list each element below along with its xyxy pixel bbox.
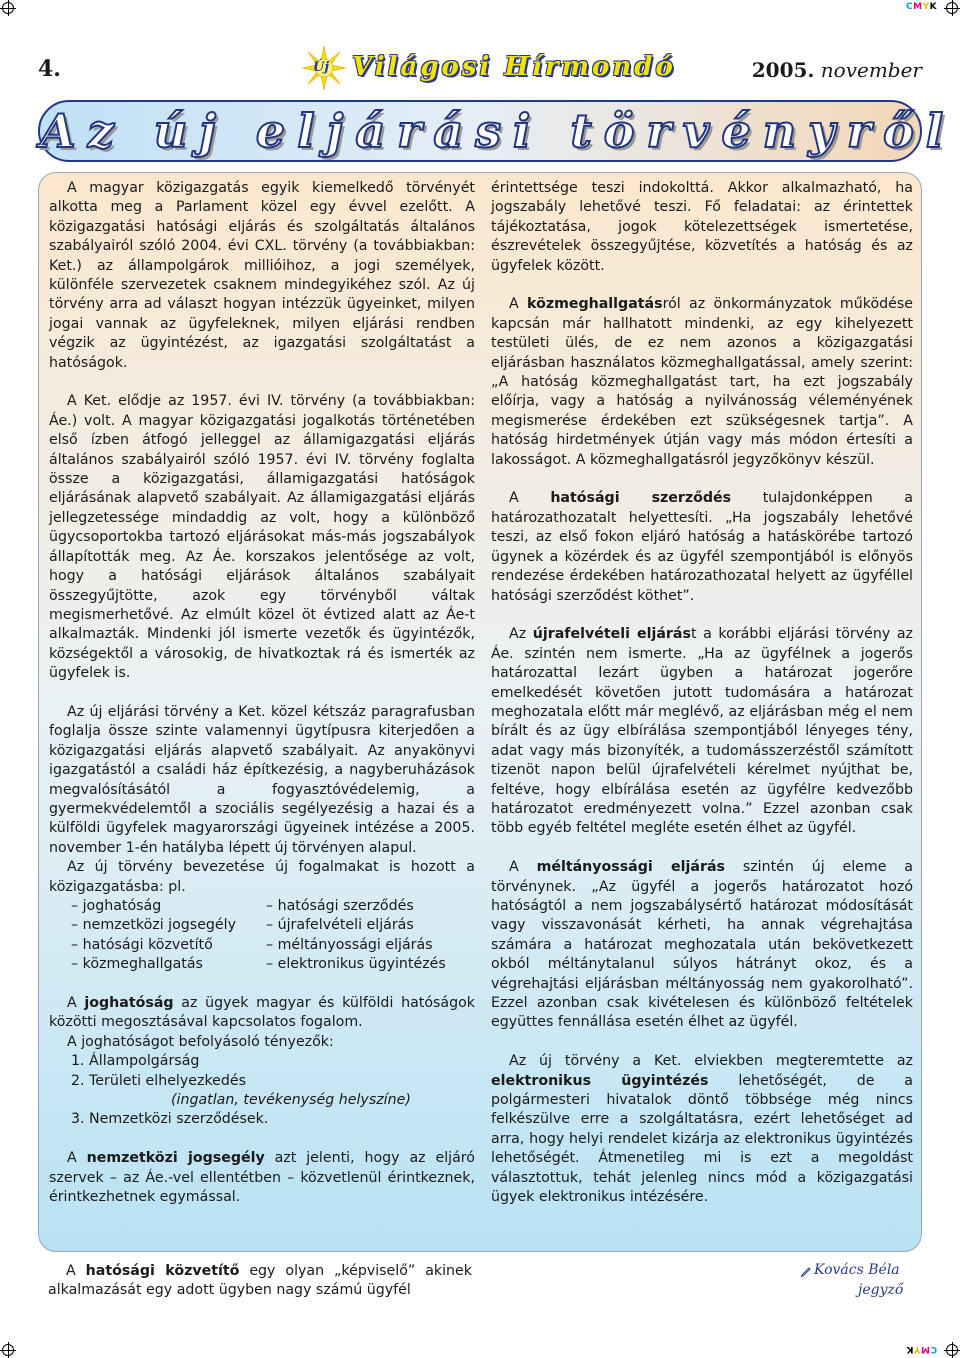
list-note: (ingatlan, tevékenység helyszíne): [171, 1092, 411, 1109]
term-joghatosag: joghatóság: [84, 995, 174, 1012]
author-name: Kovács Béla: [814, 1262, 900, 1278]
page-number: 4.: [38, 56, 61, 82]
list-item: – hatósági szerződés: [266, 898, 414, 914]
list-item: – újrafelvételi eljárás: [266, 917, 414, 934]
masthead-title: Világosi Hírmondó: [352, 52, 676, 82]
term-nemzetkozi-jogsegely: nemzetközi jogsegély: [86, 1150, 265, 1167]
article-title: Az új eljárási törvényről: [40, 104, 956, 158]
paragraph: érintettsége teszi indokolttá. Akkor alkalmazható, ha jogszabály lehetővé teszi. Fő feladatai: az érintettek tájékoztatása, jogok kötelezettségek ismertetése, észrevételek összegyűjtése, közvetítés a hatóság és az ügyfelek között.: [491, 180, 913, 274]
factor-list: [49, 1052, 475, 1130]
term-kozmeghallgatas: közmeghallgatás: [527, 296, 663, 313]
term-elektronikus-ugyintezes: elektronikus ügyintézés: [491, 1072, 709, 1089]
list-item: 3. Nemzetközi szerződések.: [71, 1111, 269, 1128]
list-item: – közmeghallgatás: [71, 956, 203, 973]
paragraph: A magyar közigazgatás egyik kiemelkedő törvényét alkotta meg a Parlament közel egy évvel ezelőtt. A közigazgatási hatósági eljárás és szolgáltatás általános szabályairól szóló 2004. évi CXL. törvény (a továbbiakban: Ket.) az állampolgárok millióihoz, a jogi személyek, különféle szervezetek csaknem mindegyikéhez szól. Az új törvény arra ad választ hogyan intézzük ügyeinket, milyen jogai vannak az ügyfeleknek, milyen eljárási rendben végzik az ügyintézést, az igazgatási szolgáltatást a hatóságok.: [49, 180, 475, 371]
paragraph: Az újrafelvételi eljárást a korábbi eljárási törvény az Áe. szintén nem ismerte. „Ha az ügyfélnek a jogerős határozattal lezárt ügyben a határozat jogerőre emelkedését követően jutott tudomására a határozat meghozatala előtt már meglévő, az eljárásban még el nem bírált és az ügy elbírálása szempontjából lényeges tény, adat vagy más bizonyíték, a tudomásszerzéstől számított tizenöt napon belül újrafelvételi kérelmet nyújthat be, feltéve, hogy elbírálása esetén az ügyfélre kedvezőbb határozatot eredményezett volna.” Ezzel azonban csak több egyéb feltétel megléte esetén élhet az ügyfél.: [491, 626, 913, 837]
cmyk-label: CMYK: [906, 1344, 938, 1354]
pen-icon: [800, 1266, 812, 1278]
term-ujrafelveteli-eljaras: újrafelvételi eljárás: [532, 626, 691, 643]
paragraph: A nemzetközi jogsegély azt jelenti, hogy az eljáró szervek – az Áe.-vel ellentétben – közvetlenül érintkeznek, érintkezhetnek egymással.: [49, 1150, 475, 1206]
article-body: [38, 172, 922, 1252]
right-column: [491, 179, 913, 1207]
page-header: [38, 38, 922, 94]
registration-mark: [944, 1342, 960, 1358]
issue-month: november: [820, 58, 922, 82]
registration-mark: [0, 1342, 16, 1358]
term-hatosagi-szerzodes: hatósági szerződés: [550, 490, 732, 507]
paragraph: A joghatóság az ügyek magyar és külföldi hatóságok közötti megosztásával kapcsolatos fogalom.: [49, 995, 475, 1031]
term-meltanyossagi-eljaras: méltányossági eljárás: [536, 859, 725, 876]
cmyk-label: CMYK: [906, 2, 938, 12]
author-role: jegyző: [858, 1282, 904, 1298]
issue-year: 2005.: [751, 58, 815, 82]
issue-date: [752, 58, 922, 82]
masthead-prefix: Új: [313, 60, 330, 75]
paragraph: A hatósági közvetítő egy olyan „képviselő” akinek alkalmazását egy adott ügyben nagy számú ügyfél: [48, 1263, 472, 1299]
paragraph: A joghatóságot befolyásoló tényezők:: [67, 1033, 334, 1050]
left-column: [49, 179, 475, 1227]
list-item: – hatósági közvetítő: [71, 936, 213, 953]
list-item: – elektronikus ügyintézés: [266, 956, 446, 973]
continued-paragraph: [48, 1262, 472, 1301]
registration-mark: [0, 0, 16, 16]
paragraph: Az új törvény a Ket. elviekben megteremtette az elektronikus ügyintézés lehetőségét, de a polgármesteri hivatalok döntő többsége még nincs felkészülve erre a szolgáltatásra, ezért lehetőséget ad arra, hogy helyi rendelet kizárja az elektronikus ügyintézés lehetőségét. Átmenetileg mi is ezt a megoldást választottuk, tehát jelenleg nincs mód a közigazgatási ügyek elektronikus intézésére.: [491, 1053, 913, 1206]
paragraph: A Ket. elődje az 1957. évi IV. törvény (a továbbiakban: Áe.) volt. A magyar közigazgatási jogalkotás történetében első ízben átfogó jelleggel az államigazgatási eljárás általános szabályairól szóló 1957. évi IV. törvény foglalta össze a közigazgatási, államigazgatási hatóságok eljárásának alapvető szabályait. Az államigazgatási eljárás jellegzetessége mindaddig az volt, hogy a különböző ügycsoportokba tartozó eljárásokat más-más jogszabályok állapították meg. Az Áe. korszakos jelentősége az volt, hogy a hatósági eljárások általános szabályait összegyűjtötte, azok egy törvényből váltak megismerhetővé. Az elmúlt közel öt évtized alatt az Áe-t alkalmazták. Mindenki jól ismerte vezetők és ügyintézők, községektől a városokig, de hivatkoztak rá és ismerték az ügyfelek is.: [49, 393, 475, 682]
paragraph: A méltányossági eljárás szintén új eleme a törvénynek. „Az ügyfél a jogerős határozatot hozó hatóságtól a nem jogszabálysértő határozat módosítását vagy visszavonását kérheti, ha annak végrehajtása számára a határozat meghozatala után bekövetkezett okból méltánytalanul súlyos hátrányt okoz, és a végrehajtási eljárásban méltányosság nem gyakorolható”. Ezzel azonban csak kivételesen és különböző feltételek együttes fennállása esetén élhet az ügyfél.: [491, 859, 913, 1031]
paragraph: A közmeghallgatásról az önkormányzatok működése kapcsán már hallhatott mindenki, az egy kihelyezett testületi ülés, de ez nem azonos a közigazgatási eljárásban használatos közmeghallgatással, amely szerint: „A hatóság közmeghallgatást tart, ha ezt jogszabály előírja, vagy a hatóság a nyilvánosság véleményének megismerése érdekében ezt szükségesnek tartja”. A hatóság hirdetmények útján vagy más módon értesíti a lakosságot. A közmeghallgatásról jegyzőkönyv készül.: [491, 296, 913, 468]
concept-list: [71, 897, 475, 975]
registration-mark: [944, 0, 960, 16]
paragraph: Az új törvény bevezetése új fogalmakat is hozott a közigazgatásba: pl.: [49, 859, 475, 895]
list-item: 2. Területi elhelyezkedés: [71, 1072, 247, 1089]
paragraph: A hatósági szerződés tulajdonképpen a határozathozatalt helyettesíti. „Ha jogszabály lehetővé teszi, az első fokon eljáró hatóság a hatáskörébe tartozó ügynek a közérdek és az ügyfél szempontjából is előnyös rendezése érdekében határozathozatal helyett az ügyféllel hatósági szerződést köthet”.: [491, 490, 914, 604]
list-item: – méltányossági eljárás: [266, 936, 433, 953]
term-hatosagi-kozvetito: hatósági közvetítő: [85, 1263, 240, 1279]
article-title-banner: [38, 100, 956, 162]
list-item: – joghatóság: [71, 898, 162, 914]
list-item: – nemzetközi jogsegély: [71, 917, 236, 934]
masthead: [302, 46, 682, 90]
signature: [800, 1262, 912, 1302]
paragraph: Az új eljárási törvény a Ket. közel kétszáz paragrafusban foglalja össze szinte valamennyi ügytípusra kiterjedően a közigazgatási eljárás alapvető szabályait. Az anyakönyvi igazgatástól a családi ház építkezésig, a nagyberuházások megvalósításától a fogyasztóvédelemig, a gyermekvédelemtől a szociális segélyezésig a hazai és a külföldi ügyfelek magyarországi ügyeinek intézése a 2005. november 1-én hatályba lépett új törvényen alapul.: [49, 703, 475, 856]
list-item: 1. Állampolgárság: [71, 1053, 200, 1070]
